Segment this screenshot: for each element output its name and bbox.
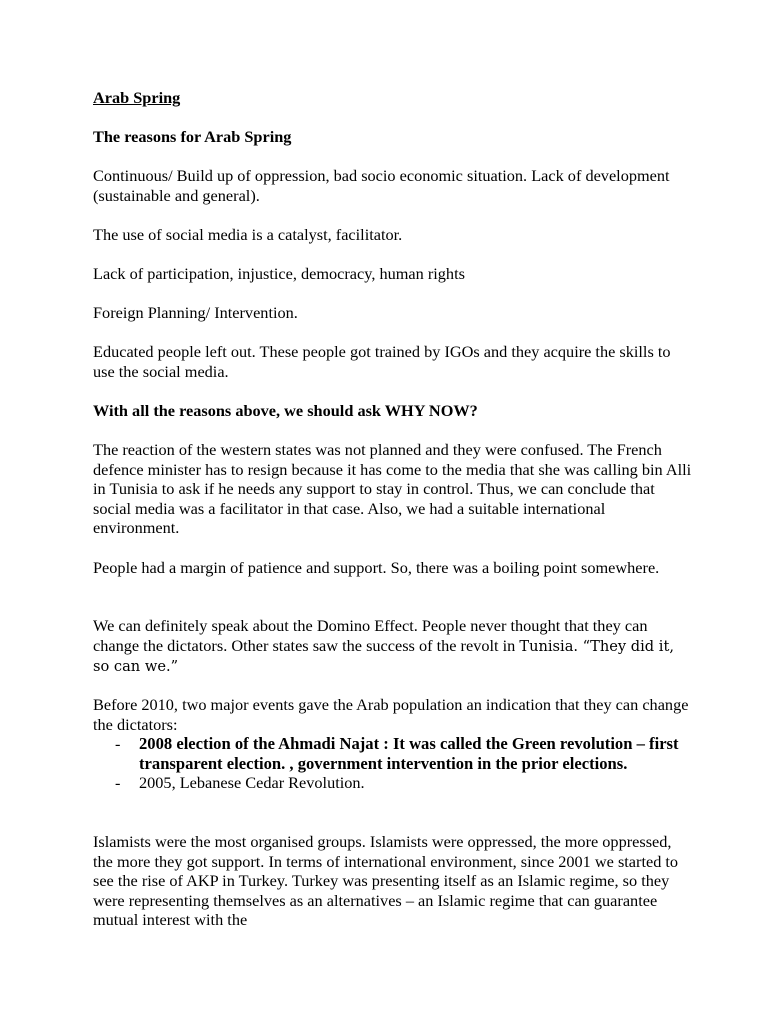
paragraph-domino-effect (93, 616, 693, 677)
paragraph-patience: People had a margin of patience and support. So, there was a boiling point somewhere. (93, 558, 660, 577)
dash-marker: - (115, 773, 121, 793)
paragraph-social-media: The use of social media is a catalyst, facilitator. (93, 225, 403, 244)
paragraph-western-reaction: The reaction of the western states was not planned and they were confused. The French defence minister has to resign because it has come to the media that she was calling bin Alli in Tunisia to ask if he needs any support to stay in control. Thus, we can conclude that social media was a facilitator in that case. Also, we had a suitable international environment. (93, 440, 692, 538)
paragraph-before-2010: Before 2010, two major events gave the Arab population an indication that they can change the dictators: (93, 695, 689, 734)
paragraph-educated-people: Educated people left out. These people got trained by IGOs and they acquire the skills to use the social media. (93, 342, 671, 381)
list-item-text: 2008 election of the Ahmadi Najat : It was called the Green revolution – first transparent election. , government intervention in the prior elections. (139, 734, 679, 773)
paragraph-reasons-oppression: Continuous/ Build up of oppression, bad socio economic situation. Lack of development (sustainable and general). (93, 166, 670, 205)
section-heading: The reasons for Arab Spring (93, 127, 292, 146)
dash-marker: - (115, 734, 121, 753)
list-item (93, 734, 693, 773)
paragraph-foreign-planning: Foreign Planning/ Intervention. (93, 303, 298, 322)
domino-effect-text: We can definitely speak about the Domino Effect. People never thought that they can change the dictators. Other states saw the success of the revolt in (93, 616, 648, 655)
domino-effect-quote: Tunisia. “They did it, so can we.” (93, 637, 674, 676)
why-now-heading: With all the reasons above, we should ask WHY NOW? (93, 401, 478, 420)
paragraph-participation: Lack of participation, injustice, democracy, human rights (93, 264, 465, 283)
paragraph-islamists: Islamists were the most organised groups. Islamists were oppressed, the more oppressed, the more they got support. In terms of international environment, since 2001 we started to see the rise of AKP in Turkey. Turkey was presenting itself as an Islamic regime, so they were representing themselves as an alternatives – an Islamic regime that can guarantee mutual interest with the (93, 832, 679, 930)
events-list (93, 734, 693, 793)
list-item-text: 2005, Lebanese Cedar Revolution. (139, 773, 365, 793)
list-item (93, 773, 693, 793)
document-title: Arab Spring (93, 88, 181, 107)
